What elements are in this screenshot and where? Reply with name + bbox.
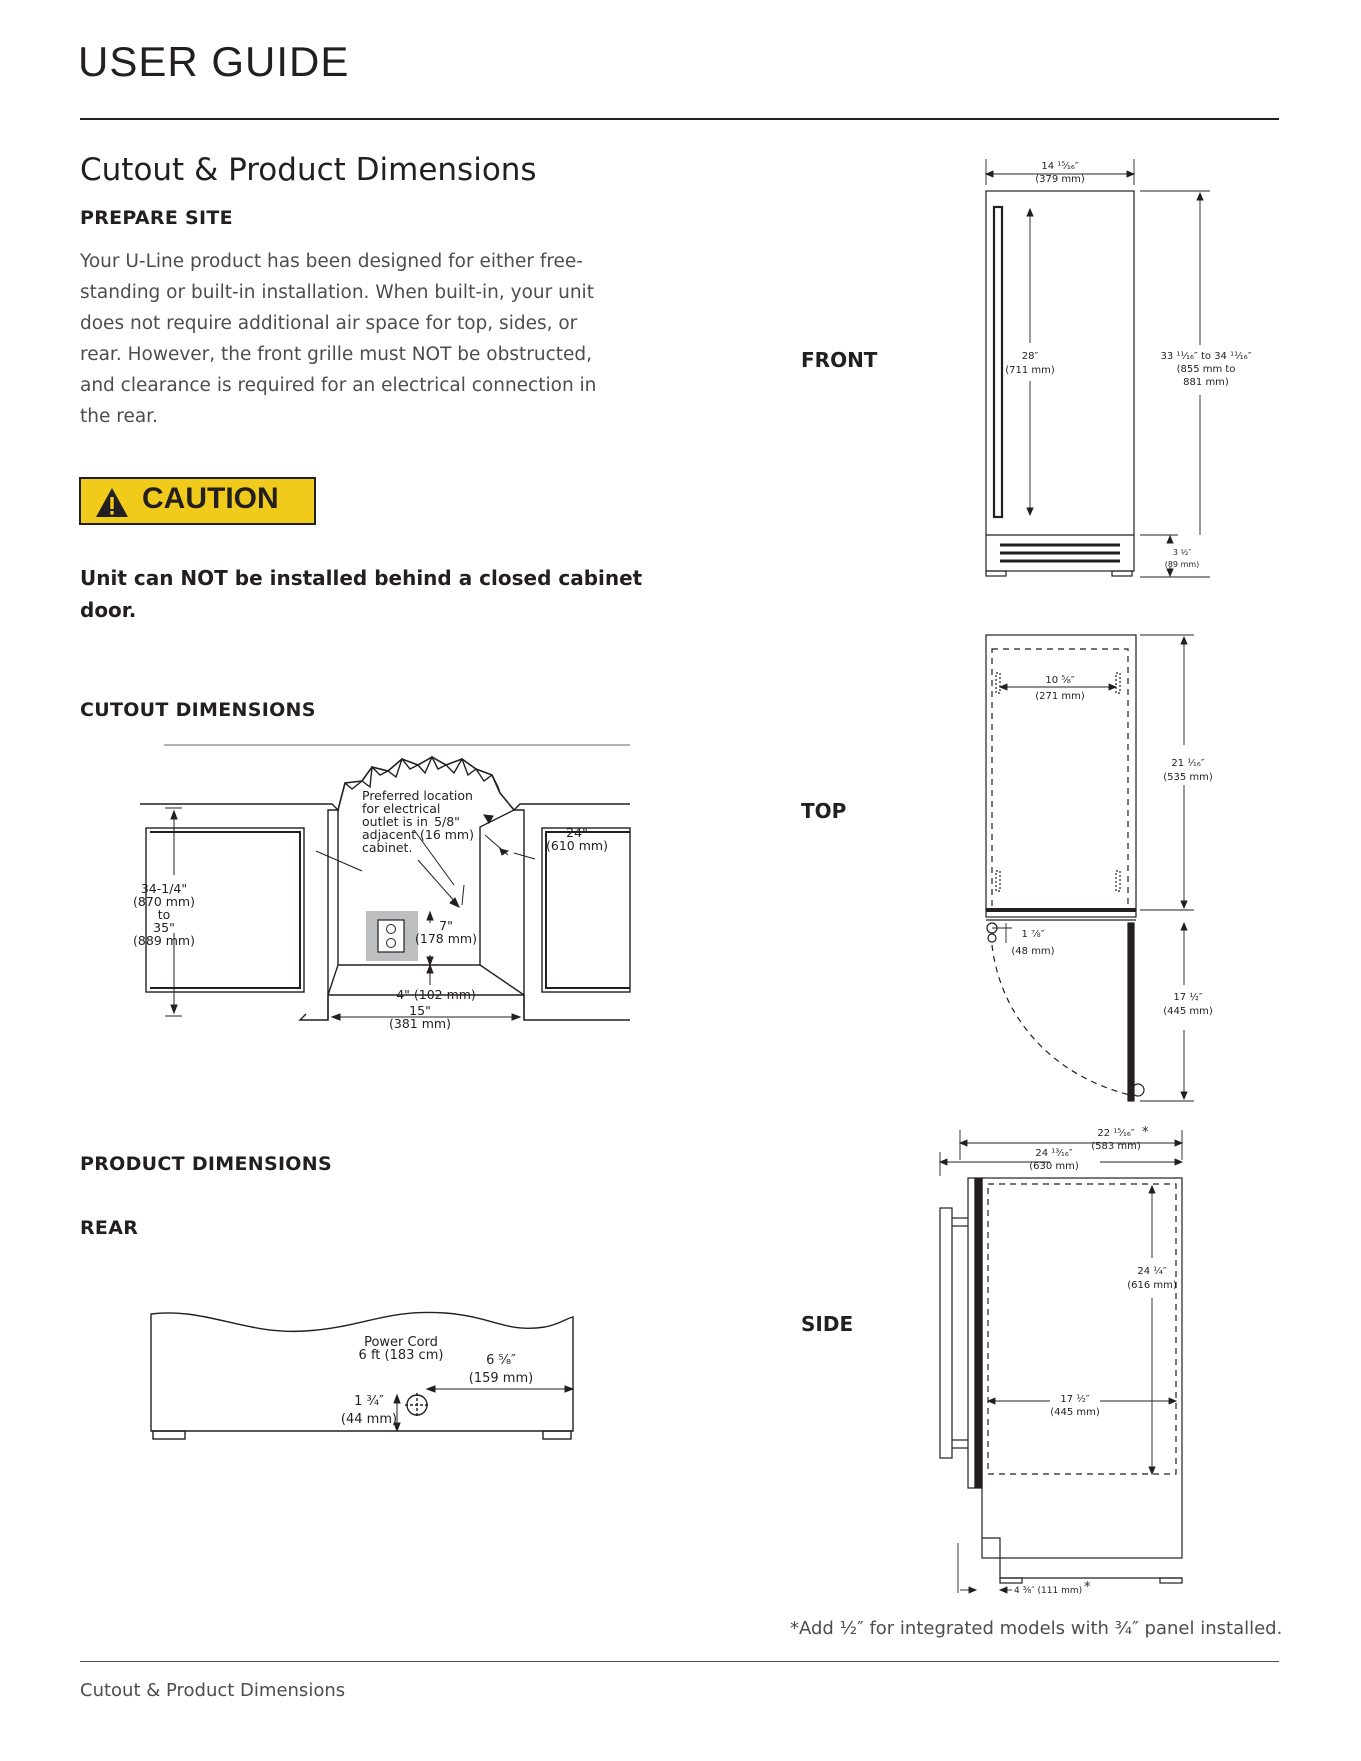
dim-label: (889 mm)	[133, 933, 195, 948]
top-dim-label: 17 ½″	[1173, 992, 1203, 1003]
dim-label: 4" (102 mm)	[396, 987, 476, 1002]
doc-header-title: USER GUIDE	[78, 38, 350, 85]
product-dimensions-heading: PRODUCT DIMENSIONS	[80, 1153, 332, 1175]
cutout-note-line: for electrical	[362, 801, 441, 816]
front-dim-label: 14 ¹⁵⁄₁₆″	[1041, 161, 1079, 172]
prepare-site-heading: PREPARE SITE	[80, 207, 233, 229]
cabinet-door-warning	[80, 562, 680, 626]
warning-line: door.	[80, 598, 137, 622]
front-dim-label: (855 mm to	[1176, 364, 1236, 375]
side-dim-label: 4 ³⁄₈″ (111 mm)	[1014, 1586, 1083, 1596]
top-dim-label: (271 mm)	[1035, 691, 1085, 702]
caution-label: CAUTION	[142, 482, 279, 515]
rear-view-label: REAR	[80, 1217, 139, 1239]
section-title: Cutout & Product Dimensions	[80, 152, 537, 188]
top-dim-label: (535 mm)	[1163, 772, 1213, 783]
top-view-diagram	[970, 625, 1260, 1105]
dim-label: 7"	[439, 918, 453, 933]
front-dim-label: 3 ½″	[1172, 548, 1192, 557]
paragraph-line: Your U-Line product has been designed for either free-	[80, 251, 583, 272]
paragraph-line: the rear.	[80, 406, 158, 427]
top-dim-label: (445 mm)	[1163, 1006, 1213, 1017]
side-dim-label: (616 mm)	[1127, 1280, 1177, 1291]
dim-label: (16 mm)	[420, 827, 474, 842]
footer-rule	[80, 1661, 1279, 1662]
dim-label: to	[157, 907, 171, 922]
top-dim-label: (48 mm)	[1011, 946, 1055, 957]
front-dim-label: (711 mm)	[1005, 365, 1055, 376]
paragraph-line: rear. However, the front grille must NOT be obstructed,	[80, 344, 593, 365]
footer-text: Cutout & Product Dimensions	[80, 1680, 346, 1701]
front-dim-label: (89 mm)	[1164, 560, 1200, 569]
rear-label: 6 ft (183 cm)	[358, 1348, 444, 1363]
warning-triangle-icon	[95, 487, 129, 518]
top-dim-label: 21 ¹⁄₁₆″	[1171, 758, 1205, 769]
front-dim-label: (379 mm)	[1035, 174, 1085, 185]
rear-diagram	[145, 1305, 585, 1445]
paragraph-line: and clearance is required for an electrical connection in	[80, 375, 597, 396]
front-dim-label: 881 mm)	[1183, 377, 1229, 388]
rear-label: Power Cord	[364, 1335, 438, 1350]
front-dim-label: 33 ¹¹⁄₁₆″ to 34 ¹¹⁄₁₆″	[1160, 351, 1252, 362]
dim-label: (870 mm)	[133, 894, 195, 909]
rear-label: (44 mm)	[340, 1412, 398, 1427]
dim-label: (178 mm)	[415, 931, 477, 946]
rear-label: 1 ¾″	[354, 1394, 384, 1409]
front-view-diagram	[970, 155, 1260, 585]
side-dim-label: (583 mm)	[1091, 1141, 1141, 1152]
front-dim-label: 28″	[1021, 351, 1039, 362]
side-dim-label: 17 ¹⁄₂″	[1060, 1394, 1090, 1405]
top-view-label: TOP	[801, 799, 847, 823]
side-dim-label: 24 ¹⁄₄″	[1137, 1266, 1167, 1277]
cutout-note-line: outlet is in	[362, 814, 428, 829]
warning-line: Unit can NOT be installed behind a closed cabinet	[80, 566, 643, 590]
side-dim-label: (630 mm)	[1029, 1161, 1079, 1172]
side-view-label: SIDE	[801, 1312, 854, 1336]
side-dim-label: (445 mm)	[1050, 1407, 1100, 1418]
dim-label: 24"	[566, 825, 588, 840]
asterisk-mark: *	[1084, 1580, 1091, 1595]
prepare-site-paragraph	[80, 246, 640, 432]
cutout-diagram	[133, 735, 640, 1035]
dim-label: 15"	[409, 1003, 431, 1018]
top-dim-label: 1 ⅞″	[1021, 929, 1045, 940]
dim-label: (610 mm)	[546, 838, 608, 853]
footnote: *Add ½″ for integrated models with ¾″ panel installed.	[790, 1618, 1283, 1639]
dim-label: 5/8"	[434, 814, 460, 829]
asterisk-mark: *	[1142, 1125, 1149, 1140]
cutout-note-line: adjacent	[362, 827, 417, 842]
header-rule	[80, 118, 1279, 120]
dim-label: 34-1/4"	[140, 881, 188, 896]
paragraph-line: does not require additional air space for top, sides, or	[80, 313, 578, 334]
paragraph-line: standing or built-in installation. When built-in, your unit	[80, 282, 594, 303]
cutout-note-line: Preferred location	[362, 788, 473, 803]
dim-label: 35"	[153, 920, 175, 935]
rear-label: (159 mm)	[468, 1371, 534, 1386]
side-view-diagram	[930, 1118, 1260, 1598]
cutout-note-line: cabinet.	[362, 840, 413, 855]
dim-label: (381 mm)	[389, 1016, 451, 1031]
side-dim-label: 24 ¹³⁄₁₆″	[1035, 1148, 1073, 1159]
front-view-label: FRONT	[801, 348, 878, 372]
cutout-dimensions-heading: CUTOUT DIMENSIONS	[80, 699, 316, 721]
top-dim-label: 10 ⁵⁄₈″	[1045, 675, 1075, 686]
side-dim-label: 22 ¹⁵⁄₁₆″	[1097, 1128, 1135, 1139]
rear-label: 6 ⁵⁄₈″	[486, 1353, 516, 1368]
